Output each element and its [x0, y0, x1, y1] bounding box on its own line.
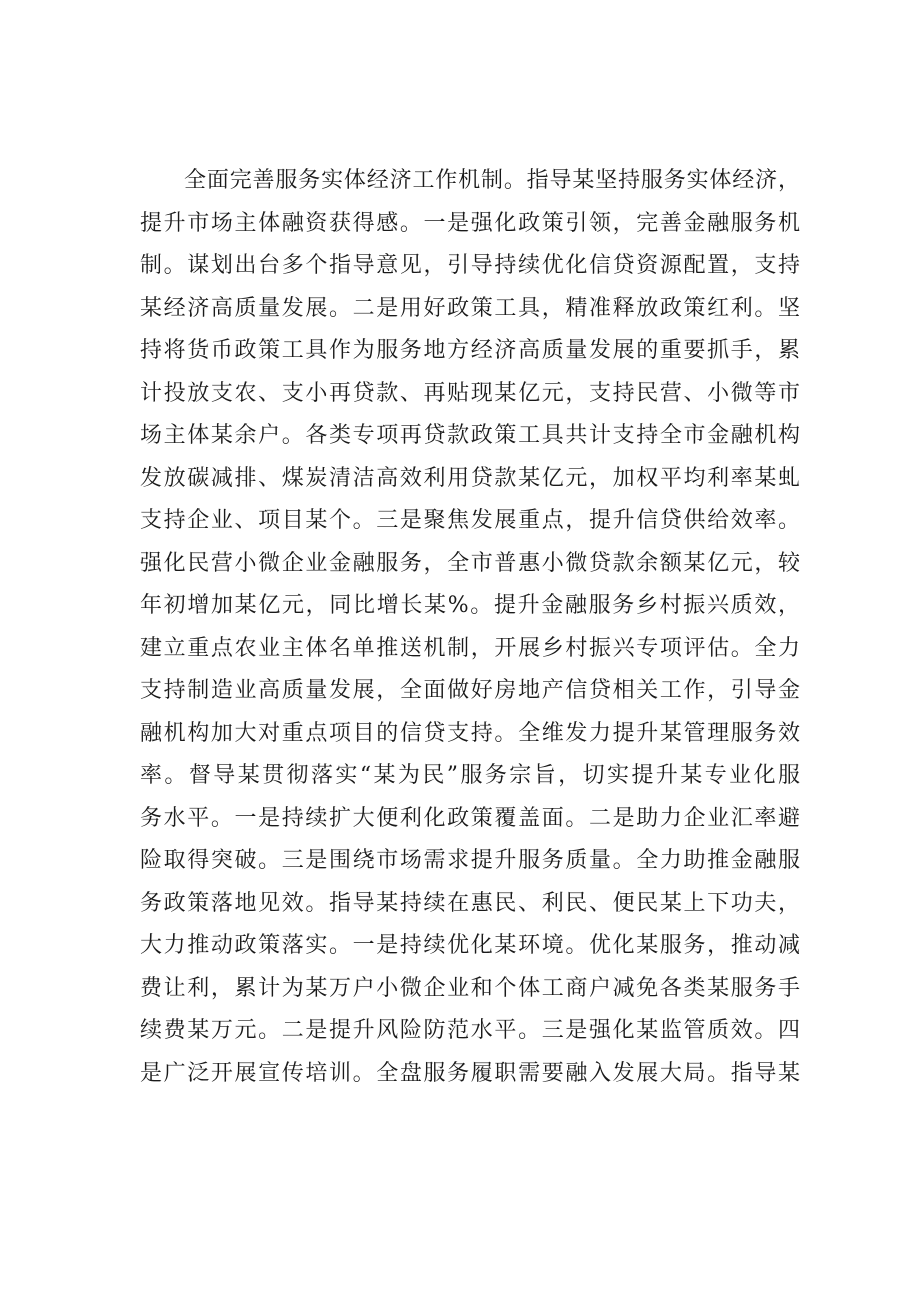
text-line: 计投放支农、支小再贷款、再贴现某亿元，支持民营、小微等市 — [140, 380, 800, 406]
text-line: 支持企业、项目某个。三是聚焦发展重点，提升信贷供给效率。 — [140, 508, 800, 533]
text-line: 务水平。一是持续扩大便利化政策覆盖面。二是助力企业汇率避 — [140, 805, 800, 831]
text-line: 发放碳减排、煤炭清洁高效利用贷款某亿元，加权平均利率某虬 — [140, 465, 800, 491]
text-line: 率。督导某贯彻落实“某为民”服务宗旨，切实提升某专业化服 — [140, 763, 800, 788]
text-line: 务政策落地见效。指导某持续在惠民、利民、便民某上下功夫， — [140, 890, 800, 916]
text-line: 制。谋划出台多个指导意见，引导持续优化信贷资源配置，支持 — [140, 253, 800, 278]
text-line: 提升市场主体融资获得感。一是强化政策引领，完善金融服务机 — [140, 210, 800, 236]
text-line: 某经济高质量发展。二是用好政策工具，精准释放政策红利。坚 — [140, 295, 800, 321]
text-line: 险取得突破。三是围绕市场需求提升服务质量。全力助推金融服 — [140, 848, 800, 873]
body-paragraph — [140, 160, 800, 1095]
text-line: 年初增加某亿元，同比增长某%。提升金融服务乡村振兴质效， — [140, 593, 800, 618]
text-line: 费让利，累计为某万户小微企业和个体工商户减免各类某服务手 — [140, 975, 800, 1001]
text-line: 全面完善服务实体经济工作机制。指导某坚持服务实体经济， — [184, 168, 800, 193]
text-line: 建立重点农业主体名单推送机制，开展乡村振兴专项评估。全力 — [140, 635, 800, 661]
text-line: 是广泛开展宣传培训。全盘服务履职需要融入发展大局。指导某 — [140, 1060, 800, 1086]
text-line: 持将货币政策工具作为服务地方经济高质量发展的重要抓手，累 — [140, 338, 800, 363]
text-line: 融机构加大对重点项目的信贷支持。全维发力提升某管理服务效 — [140, 720, 800, 746]
text-line: 支持制造业高质量发展，全面做好房地产信贷相关工作，引导金 — [140, 678, 800, 703]
text-line: 强化民营小微企业金融服务，全市普惠小微贷款余额某亿元，较 — [140, 550, 800, 576]
text-line: 大力推动政策落实。一是持续优化某环境。优化某服务，推动减 — [140, 933, 800, 958]
text-line: 场主体某余户。各类专项再贷款政策工具共计支持全市金融机构 — [140, 423, 800, 448]
text-line: 续费某万元。二是提升风险防范水平。三是强化某监管质效。四 — [140, 1018, 800, 1043]
